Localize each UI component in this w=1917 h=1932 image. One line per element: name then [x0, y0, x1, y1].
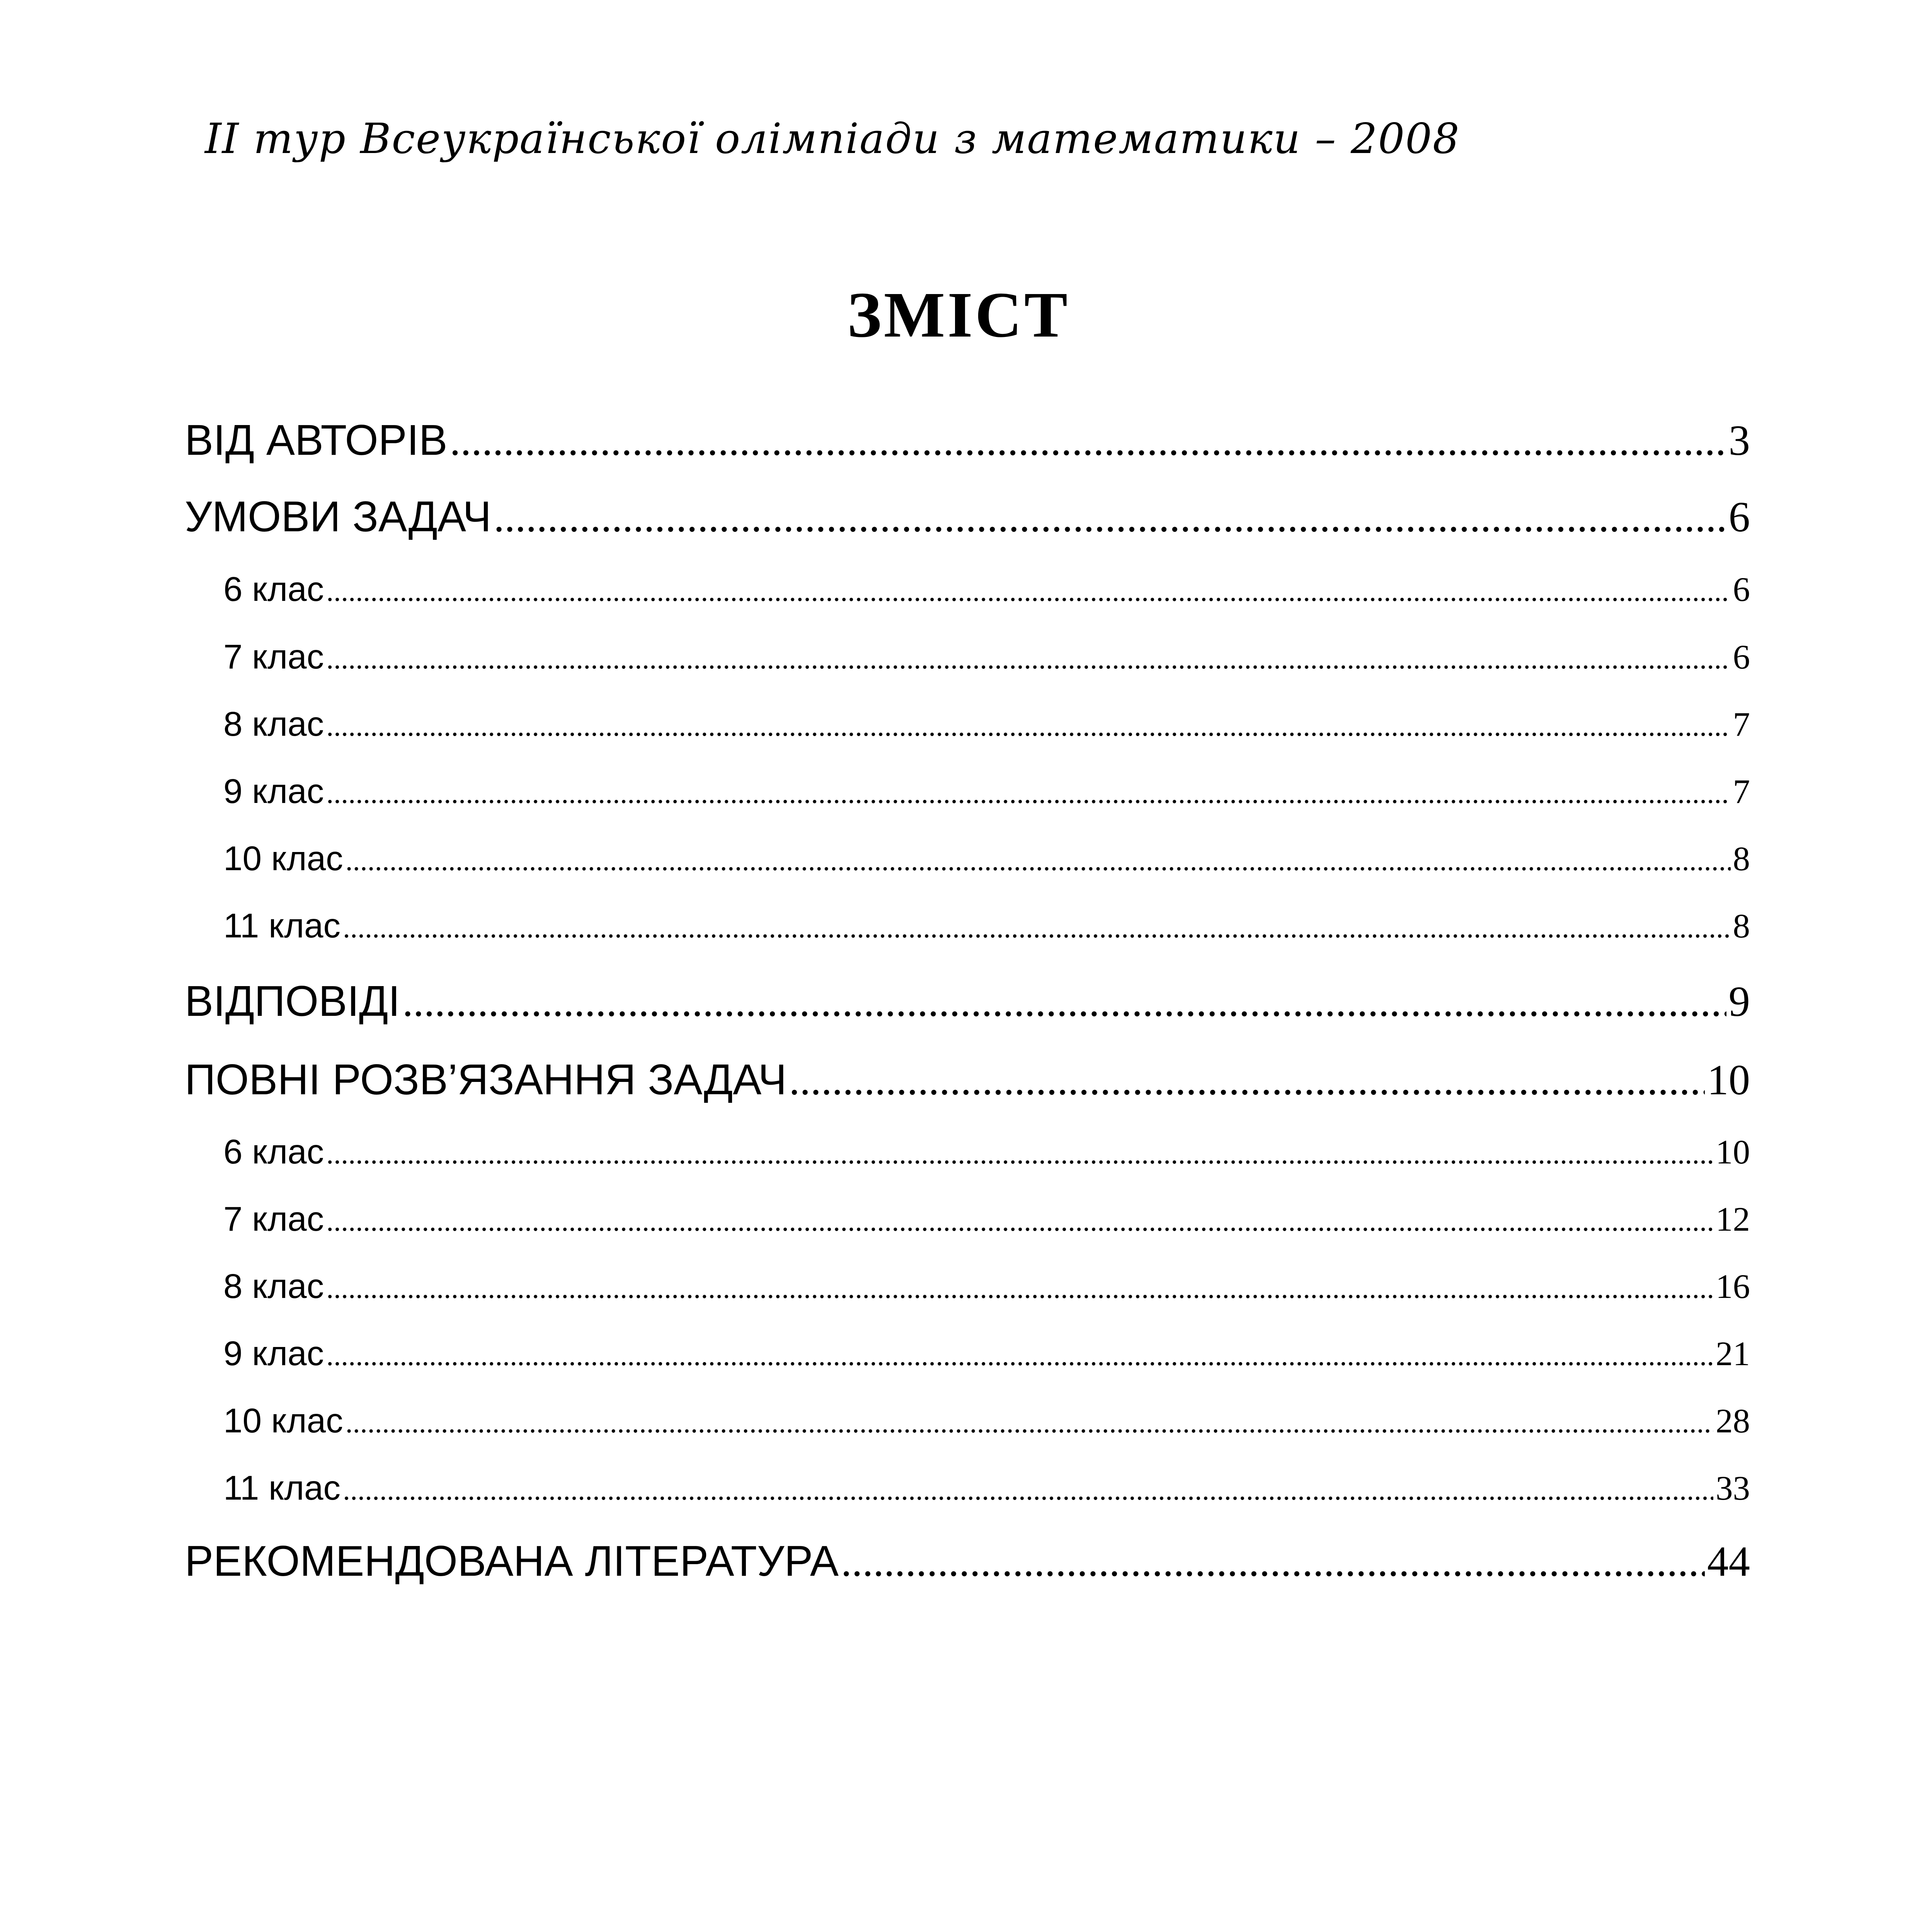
- toc-entry-label: 9 клас: [223, 772, 324, 810]
- toc-entry-page: 6: [1733, 571, 1750, 609]
- toc-entry-rekomendovana-literatura[interactable]: [185, 1536, 1750, 1598]
- toc-entry-label: 6 клас: [223, 570, 324, 608]
- toc-entry-umovy-9-klas[interactable]: [223, 771, 1750, 833]
- toc-entry-rozviazannia-7-klas[interactable]: [223, 1199, 1750, 1261]
- toc-dot-leader: [343, 1473, 1713, 1507]
- toc-dot-leader: [789, 1056, 1705, 1105]
- toc-dot-leader: [326, 709, 1730, 743]
- toc-entry-page: 6: [1728, 493, 1750, 541]
- toc-entry-label: 7 клас: [223, 637, 324, 676]
- toc-entry-umovy-7-klas[interactable]: [223, 637, 1750, 699]
- toc-entry-page: 8: [1733, 840, 1750, 878]
- toc-entry-label: 11 клас: [223, 906, 340, 945]
- toc-entry-umovy-6-klas[interactable]: [223, 569, 1750, 631]
- toc-dot-leader: [326, 642, 1730, 676]
- toc-dot-leader: [346, 1406, 1713, 1440]
- toc-entry-label: ВІДПОВІДІ: [185, 977, 400, 1025]
- toc-entry-label: 11 клас: [223, 1468, 340, 1507]
- toc-entry-page: 9: [1728, 978, 1750, 1026]
- toc-entry-page: 10: [1716, 1133, 1750, 1171]
- toc-entry-umovy-8-klas[interactable]: [223, 704, 1750, 766]
- toc-dot-leader: [326, 1204, 1713, 1238]
- toc-entry-umovy-10-klas[interactable]: [223, 838, 1750, 900]
- toc-entry-label: 8 клас: [223, 1267, 324, 1305]
- toc-dot-leader: [326, 777, 1730, 810]
- toc-entry-page: 7: [1733, 706, 1750, 743]
- toc-entry-page: 21: [1716, 1335, 1750, 1373]
- toc-entry-page: 12: [1716, 1201, 1750, 1238]
- toc-entry-label: 7 клас: [223, 1199, 324, 1238]
- toc-entry-page: 6: [1733, 638, 1750, 676]
- toc-entry-label: 10 клас: [223, 1401, 343, 1440]
- toc-entry-rozviazannia-8-klas[interactable]: [223, 1266, 1750, 1328]
- toc-entry-umovy-11-klas[interactable]: [223, 906, 1750, 968]
- toc-entry-label: УМОВИ ЗАДАЧ: [185, 493, 492, 541]
- toc-dot-leader: [326, 1272, 1713, 1305]
- toc-entry-page: 3: [1728, 417, 1750, 464]
- toc-dot-leader: [841, 1537, 1705, 1587]
- toc-entry-label: 8 клас: [223, 704, 324, 743]
- page-title: ЗМІСТ: [847, 279, 1070, 351]
- toc-dot-leader: [494, 493, 1726, 542]
- toc-entry-page: 10: [1707, 1056, 1750, 1104]
- toc-entry-vidpovidi[interactable]: [185, 976, 1750, 1038]
- toc-dot-leader: [326, 575, 1730, 608]
- toc-entry-rozviazannia-6-klas[interactable]: [223, 1132, 1750, 1194]
- toc-entry-page: 8: [1733, 907, 1750, 945]
- running-header: II тур Всеукраїнської олімпіади з математики – 2008: [205, 115, 1460, 163]
- toc-entry-rozviazannia-11-klas[interactable]: [223, 1468, 1750, 1530]
- toc-entry-page: 33: [1716, 1469, 1750, 1507]
- toc-entry-page: 7: [1733, 773, 1750, 811]
- toc-entry-vid-avtoriv[interactable]: [185, 415, 1750, 477]
- toc-entry-label: ПОВНІ РОЗВ’ЯЗАННЯ ЗАДАЧ: [185, 1056, 787, 1104]
- toc-dot-leader: [346, 844, 1731, 878]
- toc-dot-leader: [402, 977, 1726, 1027]
- toc-entry-povni-rozviazannia[interactable]: [185, 1055, 1750, 1117]
- toc-entry-rozviazannia-9-klas[interactable]: [223, 1333, 1750, 1395]
- toc-entry-umovy-zadach[interactable]: [185, 492, 1750, 554]
- toc-entry-label: 6 клас: [223, 1132, 324, 1171]
- toc-entry-label: РЕКОМЕНДОВАНА ЛІТЕРАТУРА: [185, 1537, 839, 1585]
- toc-entry-label: 10 клас: [223, 839, 343, 878]
- toc-entry-page: 28: [1716, 1402, 1750, 1440]
- toc-entry-page: 16: [1716, 1268, 1750, 1306]
- toc-entry-rozviazannia-10-klas[interactable]: [223, 1401, 1750, 1463]
- toc-entry-page: 44: [1707, 1538, 1750, 1585]
- toc-entry-label: 9 клас: [223, 1334, 324, 1372]
- toc-dot-leader: [326, 1339, 1713, 1372]
- toc-dot-leader: [326, 1137, 1713, 1171]
- toc-dot-leader: [343, 911, 1731, 945]
- toc-dot-leader: [450, 416, 1726, 466]
- toc-entry-label: ВІД АВТОРІВ: [185, 416, 448, 464]
